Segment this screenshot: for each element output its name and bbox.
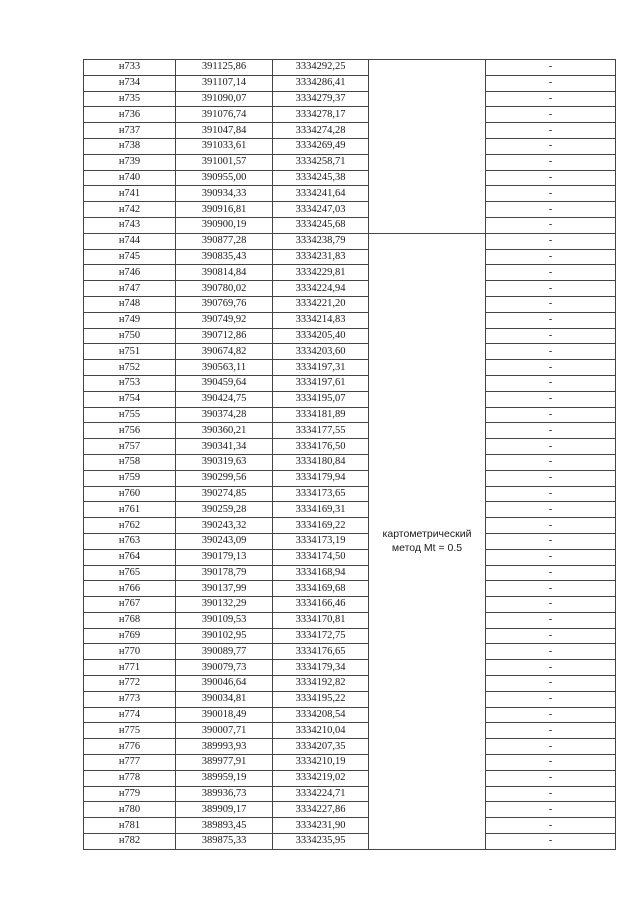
- table-row: [84, 375, 616, 391]
- note-cell: -: [486, 644, 616, 660]
- note-cell: -: [486, 328, 616, 344]
- point-name-cell: н748: [84, 296, 176, 312]
- method-cell-empty: [369, 60, 486, 234]
- x-coordinate-cell: 390769,76: [176, 296, 273, 312]
- y-coordinate-cell: 3334214,83: [273, 312, 369, 328]
- table-row: [84, 486, 616, 502]
- y-coordinate-cell: 3334197,61: [273, 375, 369, 391]
- point-name-cell: н776: [84, 739, 176, 755]
- y-coordinate-cell: 3334229,81: [273, 265, 369, 281]
- y-coordinate-cell: 3334169,22: [273, 518, 369, 534]
- note-cell: -: [486, 533, 616, 549]
- y-coordinate-cell: 3334170,81: [273, 612, 369, 628]
- x-coordinate-cell: 390424,75: [176, 391, 273, 407]
- y-coordinate-cell: 3334210,19: [273, 755, 369, 771]
- y-coordinate-cell: 3334231,83: [273, 249, 369, 265]
- method-cell: [369, 233, 486, 849]
- point-name-cell: н757: [84, 439, 176, 455]
- table-row: [84, 533, 616, 549]
- note-cell: -: [486, 518, 616, 534]
- table-row: [84, 249, 616, 265]
- point-name-cell: н775: [84, 723, 176, 739]
- table-row: [84, 233, 616, 249]
- table-row: [84, 581, 616, 597]
- x-coordinate-cell: 390109,53: [176, 612, 273, 628]
- note-cell: -: [486, 360, 616, 376]
- y-coordinate-cell: 3334179,94: [273, 470, 369, 486]
- point-name-cell: н762: [84, 518, 176, 534]
- table-row: [84, 786, 616, 802]
- table-row: [84, 154, 616, 170]
- y-coordinate-cell: 3334177,55: [273, 423, 369, 439]
- note-cell: -: [486, 202, 616, 218]
- table-row: [84, 107, 616, 123]
- point-name-cell: н779: [84, 786, 176, 802]
- y-coordinate-cell: 3334269,49: [273, 138, 369, 154]
- point-name-cell: н733: [84, 60, 176, 76]
- table-row: [84, 407, 616, 423]
- table-row: [84, 296, 616, 312]
- x-coordinate-cell: 390137,99: [176, 581, 273, 597]
- point-name-cell: н745: [84, 249, 176, 265]
- x-coordinate-cell: 391107,14: [176, 75, 273, 91]
- point-name-cell: н743: [84, 217, 176, 233]
- x-coordinate-cell: 390319,63: [176, 454, 273, 470]
- x-coordinate-cell: 390814,84: [176, 265, 273, 281]
- point-name-cell: н781: [84, 818, 176, 834]
- y-coordinate-cell: 3334176,50: [273, 439, 369, 455]
- y-coordinate-cell: 3334227,86: [273, 802, 369, 818]
- point-name-cell: н749: [84, 312, 176, 328]
- table-row: [84, 344, 616, 360]
- y-coordinate-cell: 3334241,64: [273, 186, 369, 202]
- y-coordinate-cell: 3334286,41: [273, 75, 369, 91]
- x-coordinate-cell: 390955,00: [176, 170, 273, 186]
- x-coordinate-cell: 390046,64: [176, 676, 273, 692]
- coordinates-table: [83, 59, 616, 850]
- y-coordinate-cell: 3334181,89: [273, 407, 369, 423]
- point-name-cell: н777: [84, 755, 176, 771]
- y-coordinate-cell: 3334235,95: [273, 834, 369, 850]
- note-cell: -: [486, 233, 616, 249]
- x-coordinate-cell: 390780,02: [176, 281, 273, 297]
- table-row: [84, 123, 616, 139]
- table-row: [84, 818, 616, 834]
- point-name-cell: н773: [84, 691, 176, 707]
- y-coordinate-cell: 3334205,40: [273, 328, 369, 344]
- x-coordinate-cell: 390877,28: [176, 233, 273, 249]
- y-coordinate-cell: 3334221,20: [273, 296, 369, 312]
- y-coordinate-cell: 3334279,37: [273, 91, 369, 107]
- x-coordinate-cell: 390916,81: [176, 202, 273, 218]
- point-name-cell: н739: [84, 154, 176, 170]
- note-cell: -: [486, 628, 616, 644]
- point-name-cell: н767: [84, 597, 176, 613]
- note-cell: -: [486, 439, 616, 455]
- y-coordinate-cell: 3334172,75: [273, 628, 369, 644]
- note-cell: -: [486, 786, 616, 802]
- x-coordinate-cell: 390934,33: [176, 186, 273, 202]
- note-cell: -: [486, 549, 616, 565]
- note-cell: -: [486, 186, 616, 202]
- table-row: [84, 676, 616, 692]
- x-coordinate-cell: 389959,19: [176, 770, 273, 786]
- note-cell: -: [486, 691, 616, 707]
- y-coordinate-cell: 3334173,19: [273, 533, 369, 549]
- y-coordinate-cell: 3334258,71: [273, 154, 369, 170]
- note-cell: -: [486, 707, 616, 723]
- table-row: [84, 644, 616, 660]
- point-name-cell: н754: [84, 391, 176, 407]
- note-cell: -: [486, 391, 616, 407]
- y-coordinate-cell: 3334208,54: [273, 707, 369, 723]
- note-cell: -: [486, 581, 616, 597]
- note-cell: -: [486, 170, 616, 186]
- note-cell: -: [486, 660, 616, 676]
- note-cell: -: [486, 502, 616, 518]
- table-row: [84, 281, 616, 297]
- table-row: [84, 391, 616, 407]
- x-coordinate-cell: 389893,45: [176, 818, 273, 834]
- point-name-cell: н753: [84, 375, 176, 391]
- x-coordinate-cell: 390007,71: [176, 723, 273, 739]
- note-cell: -: [486, 75, 616, 91]
- point-name-cell: н763: [84, 533, 176, 549]
- point-name-cell: н771: [84, 660, 176, 676]
- x-coordinate-cell: 391125,86: [176, 60, 273, 76]
- note-cell: -: [486, 770, 616, 786]
- x-coordinate-cell: 389875,33: [176, 834, 273, 850]
- table-row: [84, 518, 616, 534]
- table-row: [84, 423, 616, 439]
- point-name-cell: н761: [84, 502, 176, 518]
- note-cell: -: [486, 597, 616, 613]
- point-name-cell: н740: [84, 170, 176, 186]
- point-name-cell: н746: [84, 265, 176, 281]
- y-coordinate-cell: 3334180,84: [273, 454, 369, 470]
- note-cell: -: [486, 375, 616, 391]
- table-row: [84, 660, 616, 676]
- point-name-cell: н744: [84, 233, 176, 249]
- point-name-cell: н755: [84, 407, 176, 423]
- point-name-cell: н778: [84, 770, 176, 786]
- table-row: [84, 723, 616, 739]
- y-coordinate-cell: 3334169,31: [273, 502, 369, 518]
- point-name-cell: н772: [84, 676, 176, 692]
- x-coordinate-cell: 390034,81: [176, 691, 273, 707]
- note-cell: -: [486, 296, 616, 312]
- table-row: [84, 202, 616, 218]
- x-coordinate-cell: 390374,28: [176, 407, 273, 423]
- note-cell: -: [486, 60, 616, 76]
- note-cell: -: [486, 423, 616, 439]
- x-coordinate-cell: 390243,09: [176, 533, 273, 549]
- note-cell: -: [486, 407, 616, 423]
- table-row: [84, 75, 616, 91]
- point-name-cell: н760: [84, 486, 176, 502]
- table-row: [84, 454, 616, 470]
- point-name-cell: н759: [84, 470, 176, 486]
- x-coordinate-cell: 390102,95: [176, 628, 273, 644]
- note-cell: -: [486, 249, 616, 265]
- y-coordinate-cell: 3334203,60: [273, 344, 369, 360]
- table-row: [84, 91, 616, 107]
- x-coordinate-cell: 391047,84: [176, 123, 273, 139]
- method-accuracy: метод Mt = 0.5: [391, 542, 463, 555]
- table-row: [84, 170, 616, 186]
- y-coordinate-cell: 3334176,65: [273, 644, 369, 660]
- point-name-cell: н747: [84, 281, 176, 297]
- y-coordinate-cell: 3334197,31: [273, 360, 369, 376]
- point-name-cell: н756: [84, 423, 176, 439]
- table-row: [84, 739, 616, 755]
- x-coordinate-cell: 390674,82: [176, 344, 273, 360]
- y-coordinate-cell: 3334174,50: [273, 549, 369, 565]
- table-row: [84, 186, 616, 202]
- point-name-cell: н782: [84, 834, 176, 850]
- x-coordinate-cell: 389993,93: [176, 739, 273, 755]
- x-coordinate-cell: 390341,34: [176, 439, 273, 455]
- x-coordinate-cell: 390079,73: [176, 660, 273, 676]
- table-row: [84, 138, 616, 154]
- point-name-cell: н751: [84, 344, 176, 360]
- x-coordinate-cell: 391076,74: [176, 107, 273, 123]
- note-cell: -: [486, 612, 616, 628]
- point-name-cell: н770: [84, 644, 176, 660]
- point-name-cell: н742: [84, 202, 176, 218]
- x-coordinate-cell: 391033,61: [176, 138, 273, 154]
- table-row: [84, 439, 616, 455]
- x-coordinate-cell: 390459,64: [176, 375, 273, 391]
- table-row: [84, 834, 616, 850]
- point-name-cell: н734: [84, 75, 176, 91]
- y-coordinate-cell: 3334173,65: [273, 486, 369, 502]
- x-coordinate-cell: 390749,92: [176, 312, 273, 328]
- x-coordinate-cell: 390360,21: [176, 423, 273, 439]
- note-cell: -: [486, 565, 616, 581]
- table-row: [84, 770, 616, 786]
- y-coordinate-cell: 3334292,25: [273, 60, 369, 76]
- y-coordinate-cell: 3334245,68: [273, 217, 369, 233]
- table-row: [84, 707, 616, 723]
- note-cell: -: [486, 107, 616, 123]
- y-coordinate-cell: 3334210,04: [273, 723, 369, 739]
- point-name-cell: н735: [84, 91, 176, 107]
- table-row: [84, 60, 616, 76]
- table-row: [84, 470, 616, 486]
- table-row: [84, 217, 616, 233]
- table-row: [84, 265, 616, 281]
- x-coordinate-cell: 390243,32: [176, 518, 273, 534]
- note-cell: -: [486, 281, 616, 297]
- y-coordinate-cell: 3334219,02: [273, 770, 369, 786]
- note-cell: -: [486, 154, 616, 170]
- point-name-cell: н780: [84, 802, 176, 818]
- table-row: [84, 360, 616, 376]
- note-cell: -: [486, 454, 616, 470]
- note-cell: -: [486, 834, 616, 850]
- note-cell: -: [486, 265, 616, 281]
- table-row: [84, 312, 616, 328]
- note-cell: -: [486, 470, 616, 486]
- note-cell: -: [486, 312, 616, 328]
- note-cell: -: [486, 138, 616, 154]
- method-name: картометрический: [382, 528, 472, 541]
- table-row: [84, 802, 616, 818]
- x-coordinate-cell: 390179,13: [176, 549, 273, 565]
- table-row: [84, 502, 616, 518]
- x-coordinate-cell: 390712,86: [176, 328, 273, 344]
- note-cell: -: [486, 91, 616, 107]
- table-row: [84, 328, 616, 344]
- y-coordinate-cell: 3334224,94: [273, 281, 369, 297]
- point-name-cell: н750: [84, 328, 176, 344]
- point-name-cell: н765: [84, 565, 176, 581]
- x-coordinate-cell: 389936,73: [176, 786, 273, 802]
- y-coordinate-cell: 3334192,82: [273, 676, 369, 692]
- y-coordinate-cell: 3334166,46: [273, 597, 369, 613]
- y-coordinate-cell: 3334245,38: [273, 170, 369, 186]
- x-coordinate-cell: 390835,43: [176, 249, 273, 265]
- y-coordinate-cell: 3334169,68: [273, 581, 369, 597]
- y-coordinate-cell: 3334195,22: [273, 691, 369, 707]
- table-row: [84, 565, 616, 581]
- note-cell: -: [486, 676, 616, 692]
- y-coordinate-cell: 3334195,07: [273, 391, 369, 407]
- x-coordinate-cell: 389977,91: [176, 755, 273, 771]
- table-row: [84, 612, 616, 628]
- x-coordinate-cell: 391001,57: [176, 154, 273, 170]
- note-cell: -: [486, 723, 616, 739]
- x-coordinate-cell: 390900,19: [176, 217, 273, 233]
- table-row: [84, 755, 616, 771]
- y-coordinate-cell: 3334224,71: [273, 786, 369, 802]
- point-name-cell: н736: [84, 107, 176, 123]
- table-row: [84, 628, 616, 644]
- x-coordinate-cell: 390563,11: [176, 360, 273, 376]
- x-coordinate-cell: 390299,56: [176, 470, 273, 486]
- y-coordinate-cell: 3334168,94: [273, 565, 369, 581]
- x-coordinate-cell: 390132,29: [176, 597, 273, 613]
- y-coordinate-cell: 3334238,79: [273, 233, 369, 249]
- note-cell: -: [486, 344, 616, 360]
- point-name-cell: н769: [84, 628, 176, 644]
- point-name-cell: н737: [84, 123, 176, 139]
- x-coordinate-cell: 390089,77: [176, 644, 273, 660]
- x-coordinate-cell: 390178,79: [176, 565, 273, 581]
- table-row: [84, 691, 616, 707]
- point-name-cell: н774: [84, 707, 176, 723]
- point-name-cell: н738: [84, 138, 176, 154]
- note-cell: -: [486, 217, 616, 233]
- point-name-cell: н768: [84, 612, 176, 628]
- note-cell: -: [486, 802, 616, 818]
- note-cell: -: [486, 123, 616, 139]
- point-name-cell: н766: [84, 581, 176, 597]
- point-name-cell: н741: [84, 186, 176, 202]
- y-coordinate-cell: 3334278,17: [273, 107, 369, 123]
- y-coordinate-cell: 3334274,28: [273, 123, 369, 139]
- note-cell: -: [486, 818, 616, 834]
- x-coordinate-cell: 389909,17: [176, 802, 273, 818]
- note-cell: -: [486, 486, 616, 502]
- table-row: [84, 597, 616, 613]
- note-cell: -: [486, 755, 616, 771]
- coordinates-table-body: [84, 60, 616, 850]
- point-name-cell: н764: [84, 549, 176, 565]
- point-name-cell: н752: [84, 360, 176, 376]
- note-cell: -: [486, 739, 616, 755]
- y-coordinate-cell: 3334231,90: [273, 818, 369, 834]
- x-coordinate-cell: 391090,07: [176, 91, 273, 107]
- point-name-cell: н758: [84, 454, 176, 470]
- table-row: [84, 549, 616, 565]
- y-coordinate-cell: 3334247,03: [273, 202, 369, 218]
- x-coordinate-cell: 390274,85: [176, 486, 273, 502]
- x-coordinate-cell: 390018,49: [176, 707, 273, 723]
- y-coordinate-cell: 3334207,35: [273, 739, 369, 755]
- y-coordinate-cell: 3334179,34: [273, 660, 369, 676]
- x-coordinate-cell: 390259,28: [176, 502, 273, 518]
